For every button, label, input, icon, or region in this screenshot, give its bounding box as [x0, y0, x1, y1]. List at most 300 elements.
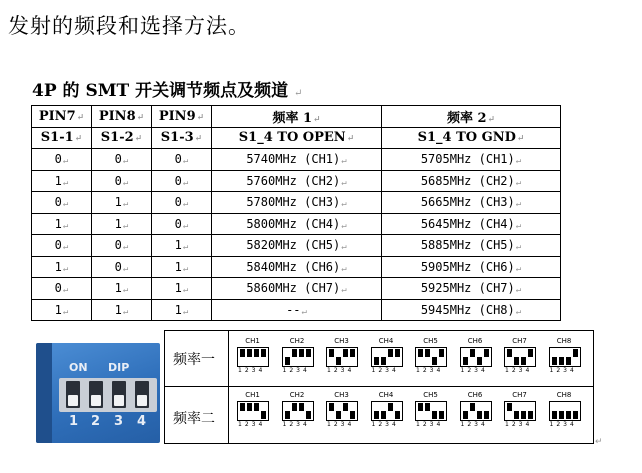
cell-end-mark: ↵ — [182, 306, 189, 317]
cell-end-mark: ↵ — [122, 306, 129, 317]
photo-switch-knob — [68, 395, 78, 406]
table-cell — [92, 299, 152, 321]
diagram-divider-vertical — [228, 331, 229, 443]
dip-toggle — [559, 403, 564, 419]
cell-text: 0 — [54, 281, 62, 296]
dip-switch-body — [504, 347, 536, 367]
dip-toggle — [306, 349, 311, 365]
table-cell — [92, 149, 152, 171]
table-cell — [92, 278, 152, 300]
table-cell — [152, 278, 212, 300]
cell-end-mark: ↵ — [515, 242, 522, 253]
paragraph-mark: ↵ — [595, 437, 603, 447]
cell-text: 1 — [114, 281, 122, 296]
cell-end-mark: ↵ — [182, 199, 189, 210]
dip-toggle — [247, 349, 252, 365]
channel-label: CH2 — [289, 391, 305, 399]
cell-text: 5760MHz (CH2) — [246, 173, 341, 188]
dip-toggle-knob — [336, 357, 341, 365]
dip-toggle-knob — [425, 349, 430, 357]
channel-label: CH7 — [512, 337, 527, 345]
dip-toggle — [240, 403, 245, 419]
section-subheading-text: 4P 的 SMT 开关调节频点及频道 — [32, 81, 289, 101]
table-cell — [32, 299, 92, 321]
cell-text: S1-1 — [40, 130, 74, 146]
cell-end-mark: ↵ — [313, 114, 321, 125]
channel-label: CH5 — [423, 391, 438, 399]
dip-switch-body — [371, 347, 403, 367]
dip-toggle — [418, 349, 423, 365]
switch-numbers: 1234 — [238, 421, 266, 428]
table-cell — [152, 127, 212, 149]
switch-numbers: 1234 — [327, 421, 355, 428]
cell-end-mark: ↵ — [194, 134, 203, 145]
photo-switch-slot — [89, 381, 103, 408]
dip-toggle-knob — [514, 411, 519, 419]
cell-end-mark: ↵ — [62, 306, 69, 317]
switch-numbers: 1234 — [238, 367, 266, 374]
photo-switch-knob — [137, 395, 147, 406]
cell-end-mark: ↵ — [182, 177, 189, 188]
dip-toggle-knob — [559, 357, 564, 365]
dip-toggle — [343, 349, 348, 365]
cell-end-mark: ↵ — [62, 156, 69, 167]
cell-end-mark: ↵ — [122, 199, 129, 210]
dip-switch-body — [237, 401, 269, 421]
dip-toggle-knob — [432, 411, 437, 419]
photo-edge — [36, 343, 52, 443]
cell-text: 1 — [114, 216, 122, 231]
table-cell — [32, 256, 92, 278]
cell-text: 5840MHz (CH6) — [246, 259, 341, 274]
dip-toggle-knob — [521, 357, 526, 365]
dip-toggle — [299, 349, 304, 365]
cell-text: 1 — [174, 302, 182, 317]
dip-toggle-knob — [566, 411, 571, 419]
cell-end-mark: ↵ — [341, 199, 347, 210]
cell-text: 1 — [174, 238, 182, 253]
cell-end-mark: ↵ — [341, 220, 347, 231]
switch-numbers: 1234 — [460, 421, 488, 428]
table-cell — [32, 235, 92, 257]
cell-end-mark: ↵ — [515, 263, 522, 274]
cell-text: PIN9 — [158, 108, 196, 124]
channel-label: CH1 — [245, 391, 260, 399]
cell-text: 0 — [54, 238, 62, 253]
cell-text: 1 — [54, 216, 62, 231]
dip-switch-body — [326, 347, 358, 367]
dip-toggle-knob — [514, 357, 519, 365]
channel-label: CH6 — [467, 337, 483, 345]
dip-toggle — [343, 403, 348, 419]
dip-toggle-knob — [240, 349, 245, 357]
cell-text: 频率 2 — [446, 110, 487, 126]
dip-toggle — [374, 349, 379, 365]
cell-text: 5820MHz (CH5) — [246, 238, 341, 253]
dip-toggle — [439, 403, 444, 419]
cell-end-mark: ↵ — [122, 220, 129, 231]
cell-end-mark: ↵ — [341, 285, 347, 296]
cell-text: 0 — [174, 216, 182, 231]
dip-toggle-knob — [336, 411, 341, 419]
channel-label: CH5 — [423, 337, 438, 345]
cell-end-mark: ↵ — [196, 112, 205, 123]
dip-toggle — [395, 349, 400, 365]
dip-toggle — [425, 403, 430, 419]
dip-toggle-knob — [521, 411, 526, 419]
dip-toggle-knob — [374, 411, 379, 419]
table-cell — [212, 235, 382, 257]
table-cell — [152, 299, 212, 321]
dip-toggle-knob — [306, 349, 311, 357]
cell-end-mark: ↵ — [122, 285, 129, 296]
dip-switch-body — [415, 401, 447, 421]
dip-toggle-knob — [381, 357, 386, 365]
table-cell — [382, 213, 561, 235]
table-row — [32, 170, 561, 192]
dip-toggle — [507, 403, 512, 419]
dip-toggle — [336, 349, 341, 365]
dip-toggle-knob — [418, 403, 423, 411]
cell-text: 5860MHz (CH7) — [246, 281, 341, 296]
cell-end-mark: ↵ — [122, 177, 129, 188]
dip-toggle — [395, 403, 400, 419]
cell-text: 5685MHz (CH2) — [420, 173, 515, 188]
switch-numbers: 1234 — [549, 421, 577, 428]
dip-toggle — [507, 349, 512, 365]
dip-switch-diagram — [164, 330, 594, 444]
cell-end-mark: ↵ — [122, 242, 129, 253]
dip-toggle-knob — [292, 403, 297, 411]
cell-end-mark: ↵ — [341, 242, 347, 253]
dip-toggle — [254, 403, 259, 419]
dip-toggle-knob — [343, 349, 348, 357]
table-cell — [92, 192, 152, 214]
cell-text: PIN7 — [38, 108, 76, 124]
switch-numbers: 1234 — [460, 367, 488, 374]
dip-toggle-knob — [329, 349, 334, 357]
dip-toggle — [240, 349, 245, 365]
dip-toggle-knob — [240, 403, 245, 411]
dip-toggle — [306, 403, 311, 419]
section-subheading — [32, 76, 302, 101]
dip-toggle-knob — [439, 411, 444, 419]
photo-number: 2 — [91, 414, 101, 429]
cell-end-mark: ↵ — [62, 220, 69, 231]
cell-end-mark: ↵ — [182, 242, 189, 253]
cell-text: S1_4 TO OPEN — [238, 130, 346, 146]
dip-toggle — [463, 403, 468, 419]
dip-toggle — [418, 403, 423, 419]
dip-toggle — [559, 349, 564, 365]
switch-numbers: 1234 — [505, 367, 533, 374]
dip-toggle — [336, 403, 341, 419]
cell-text: 0 — [174, 195, 182, 210]
dip-toggle-knob — [350, 349, 355, 357]
dip-toggle-knob — [484, 349, 489, 357]
dip-toggle — [514, 349, 519, 365]
dip-toggle-knob — [477, 411, 482, 419]
photo-switch-knob — [114, 395, 124, 406]
cell-end-mark: ↵ — [62, 285, 69, 296]
switch-numbers: 1234 — [505, 421, 533, 428]
table-cell — [212, 106, 382, 128]
table-row — [32, 127, 561, 149]
channel-label: CH3 — [334, 391, 349, 399]
cell-text: 1 — [114, 302, 122, 317]
dip-toggle — [528, 349, 533, 365]
freq-two-label: 频率二 — [173, 411, 215, 427]
cell-text: 1 — [54, 259, 62, 274]
dip-toggle — [254, 349, 259, 365]
table-cell — [382, 278, 561, 300]
dip-toggle — [388, 349, 393, 365]
dip-toggle — [381, 403, 386, 419]
channel-label: CH3 — [334, 337, 349, 345]
table-cell — [382, 192, 561, 214]
table-cell — [32, 170, 92, 192]
table-cell — [92, 235, 152, 257]
dip-toggle — [292, 403, 297, 419]
dip-toggle-knob — [484, 411, 489, 419]
cell-end-mark: ↵ — [341, 177, 347, 188]
table-cell — [152, 149, 212, 171]
table-cell — [32, 127, 92, 149]
dip-toggle-knob — [247, 349, 252, 357]
table-cell — [152, 192, 212, 214]
cell-end-mark: ↵ — [62, 177, 69, 188]
table-row — [32, 149, 561, 171]
cell-text: 1 — [54, 302, 62, 317]
dip-toggle — [484, 403, 489, 419]
table-cell — [382, 106, 561, 128]
table-row — [32, 235, 561, 257]
dip-toggle-knob — [395, 411, 400, 419]
dip-toggle-knob — [463, 411, 468, 419]
cell-end-mark: ↵ — [62, 242, 69, 253]
dip-toggle — [329, 403, 334, 419]
dip-switch-photo — [36, 343, 160, 443]
dip-switch-body — [282, 401, 314, 421]
switch-numbers: 1234 — [416, 367, 444, 374]
cell-end-mark: ↵ — [515, 156, 522, 167]
dip-toggle-knob — [418, 349, 423, 357]
table-cell — [92, 256, 152, 278]
table-row — [32, 299, 561, 321]
dip-toggle-knob — [329, 403, 334, 411]
paragraph-mark: ↵ — [294, 88, 303, 99]
cell-end-mark: ↵ — [182, 220, 189, 231]
table-cell — [152, 170, 212, 192]
cell-end-mark: ↵ — [515, 220, 522, 231]
dip-toggle — [285, 403, 290, 419]
table-cell — [212, 192, 382, 214]
photo-switch-bank — [59, 378, 157, 412]
dip-toggle — [374, 403, 379, 419]
dip-toggle-knob — [573, 349, 578, 357]
table-cell — [92, 213, 152, 235]
cell-text: 0 — [114, 173, 122, 188]
table-cell — [212, 213, 382, 235]
dip-toggle — [432, 403, 437, 419]
dip-toggle — [552, 349, 557, 365]
dip-toggle — [381, 349, 386, 365]
dip-toggle-knob — [381, 411, 386, 419]
channel-label: CH7 — [512, 391, 527, 399]
dip-toggle-knob — [528, 411, 533, 419]
cell-text: 5705MHz (CH1) — [420, 152, 515, 167]
switch-numbers: 1234 — [282, 367, 310, 374]
table-cell — [212, 256, 382, 278]
table-cell — [212, 278, 382, 300]
cell-text: 0 — [54, 152, 62, 167]
photo-number: 4 — [137, 414, 147, 429]
dip-switch-body — [371, 401, 403, 421]
cell-end-mark: ↵ — [515, 199, 522, 210]
cell-text: PIN8 — [98, 108, 136, 124]
dip-switch-body — [237, 347, 269, 367]
dip-toggle-knob — [425, 403, 430, 411]
cell-end-mark: ↵ — [515, 285, 522, 296]
table-cell — [382, 299, 561, 321]
dip-toggle — [350, 349, 355, 365]
dip-toggle — [573, 403, 578, 419]
table-cell — [152, 256, 212, 278]
table-cell — [32, 149, 92, 171]
photo-switch-slot — [112, 381, 126, 408]
dip-toggle-knob — [552, 411, 557, 419]
table-cell — [92, 127, 152, 149]
dip-toggle-knob — [573, 411, 578, 419]
dip-toggle — [573, 349, 578, 365]
cell-end-mark: ↵ — [62, 263, 69, 274]
table-row — [32, 106, 561, 128]
cell-end-mark: ↵ — [74, 134, 83, 145]
dip-toggle — [285, 349, 290, 365]
dip-toggle — [521, 349, 526, 365]
dip-toggle-knob — [285, 411, 290, 419]
dip-toggle — [329, 349, 334, 365]
table-cell — [382, 149, 561, 171]
dip-toggle — [261, 403, 266, 419]
cell-end-mark: ↵ — [62, 199, 69, 210]
table-cell — [152, 235, 212, 257]
frequency-table — [31, 105, 561, 321]
cell-end-mark: ↵ — [182, 285, 189, 296]
dip-toggle-knob — [470, 349, 475, 357]
dip-toggle — [477, 349, 482, 365]
cell-end-mark: ↵ — [301, 306, 307, 317]
table-cell — [212, 149, 382, 171]
table-cell — [92, 106, 152, 128]
table-row — [32, 192, 561, 214]
dip-toggle — [528, 403, 533, 419]
channel-label: CH8 — [556, 391, 572, 399]
dip-toggle-knob — [247, 403, 252, 411]
cell-text: 5665MHz (CH3) — [420, 195, 515, 210]
table-cell — [212, 127, 382, 149]
cell-text: 0 — [114, 152, 122, 167]
dip-toggle-knob — [463, 357, 468, 365]
cell-text: 0 — [114, 259, 122, 274]
dip-switch-body — [460, 401, 492, 421]
photo-number: 3 — [114, 414, 124, 429]
cell-text: 0 — [114, 238, 122, 253]
dip-toggle — [439, 349, 444, 365]
dip-toggle-knob — [254, 403, 259, 411]
dip-switch-body — [549, 347, 581, 367]
cell-end-mark: ↵ — [76, 112, 85, 123]
table-row — [32, 278, 561, 300]
table-cell — [382, 235, 561, 257]
dip-toggle-knob — [261, 349, 266, 357]
dip-toggle-knob — [299, 349, 304, 357]
switch-numbers: 1234 — [371, 421, 399, 428]
channel-label: CH6 — [467, 391, 483, 399]
cell-end-mark: ↵ — [515, 177, 522, 188]
channel-label: CH2 — [289, 337, 305, 345]
dip-toggle — [247, 403, 252, 419]
table-cell — [382, 170, 561, 192]
dip-toggle — [566, 349, 571, 365]
cell-text: 5800MHz (CH4) — [246, 216, 341, 231]
cell-text: 0 — [174, 152, 182, 167]
dip-toggle-knob — [470, 403, 475, 411]
cell-end-mark: ↵ — [182, 156, 189, 167]
cell-end-mark: ↵ — [515, 306, 522, 317]
cell-text: 1 — [114, 195, 122, 210]
cell-text: 1 — [54, 173, 62, 188]
cell-end-mark: ↵ — [341, 156, 347, 167]
switch-numbers: 1234 — [282, 421, 310, 428]
switch-numbers: 1234 — [549, 367, 577, 374]
dip-toggle — [484, 349, 489, 365]
dip-toggle-knob — [395, 349, 400, 357]
cell-text: 1 — [174, 259, 182, 274]
dip-toggle — [463, 349, 468, 365]
cell-end-mark: ↵ — [122, 156, 129, 167]
table-cell — [212, 170, 382, 192]
dip-toggle — [552, 403, 557, 419]
cell-text: S1-3 — [160, 130, 194, 146]
table-cell — [212, 299, 382, 321]
cell-text: 频率 1 — [272, 110, 313, 126]
cell-end-mark: ↵ — [487, 114, 496, 125]
table-cell — [32, 106, 92, 128]
dip-toggle — [292, 349, 297, 365]
dip-toggle — [521, 403, 526, 419]
cell-end-mark: ↵ — [341, 263, 347, 274]
freq-one-label: 频率一 — [173, 352, 215, 368]
cell-text: 5905MHz (CH6) — [420, 259, 515, 274]
dip-toggle — [350, 403, 355, 419]
dip-toggle — [425, 349, 430, 365]
dip-toggle-knob — [374, 357, 379, 365]
cell-text: -- — [286, 302, 301, 317]
dip-toggle — [432, 349, 437, 365]
dip-switch-body — [326, 401, 358, 421]
dip-toggle-knob — [292, 349, 297, 357]
dip-toggle — [299, 403, 304, 419]
dip-toggle-knob — [306, 411, 311, 419]
dip-toggle — [470, 403, 475, 419]
dip-switch-body — [460, 347, 492, 367]
dip-toggle — [514, 403, 519, 419]
table-cell — [382, 256, 561, 278]
table-row — [32, 213, 561, 235]
photo-number: 1 — [69, 414, 79, 429]
cell-end-mark: ↵ — [516, 134, 525, 145]
